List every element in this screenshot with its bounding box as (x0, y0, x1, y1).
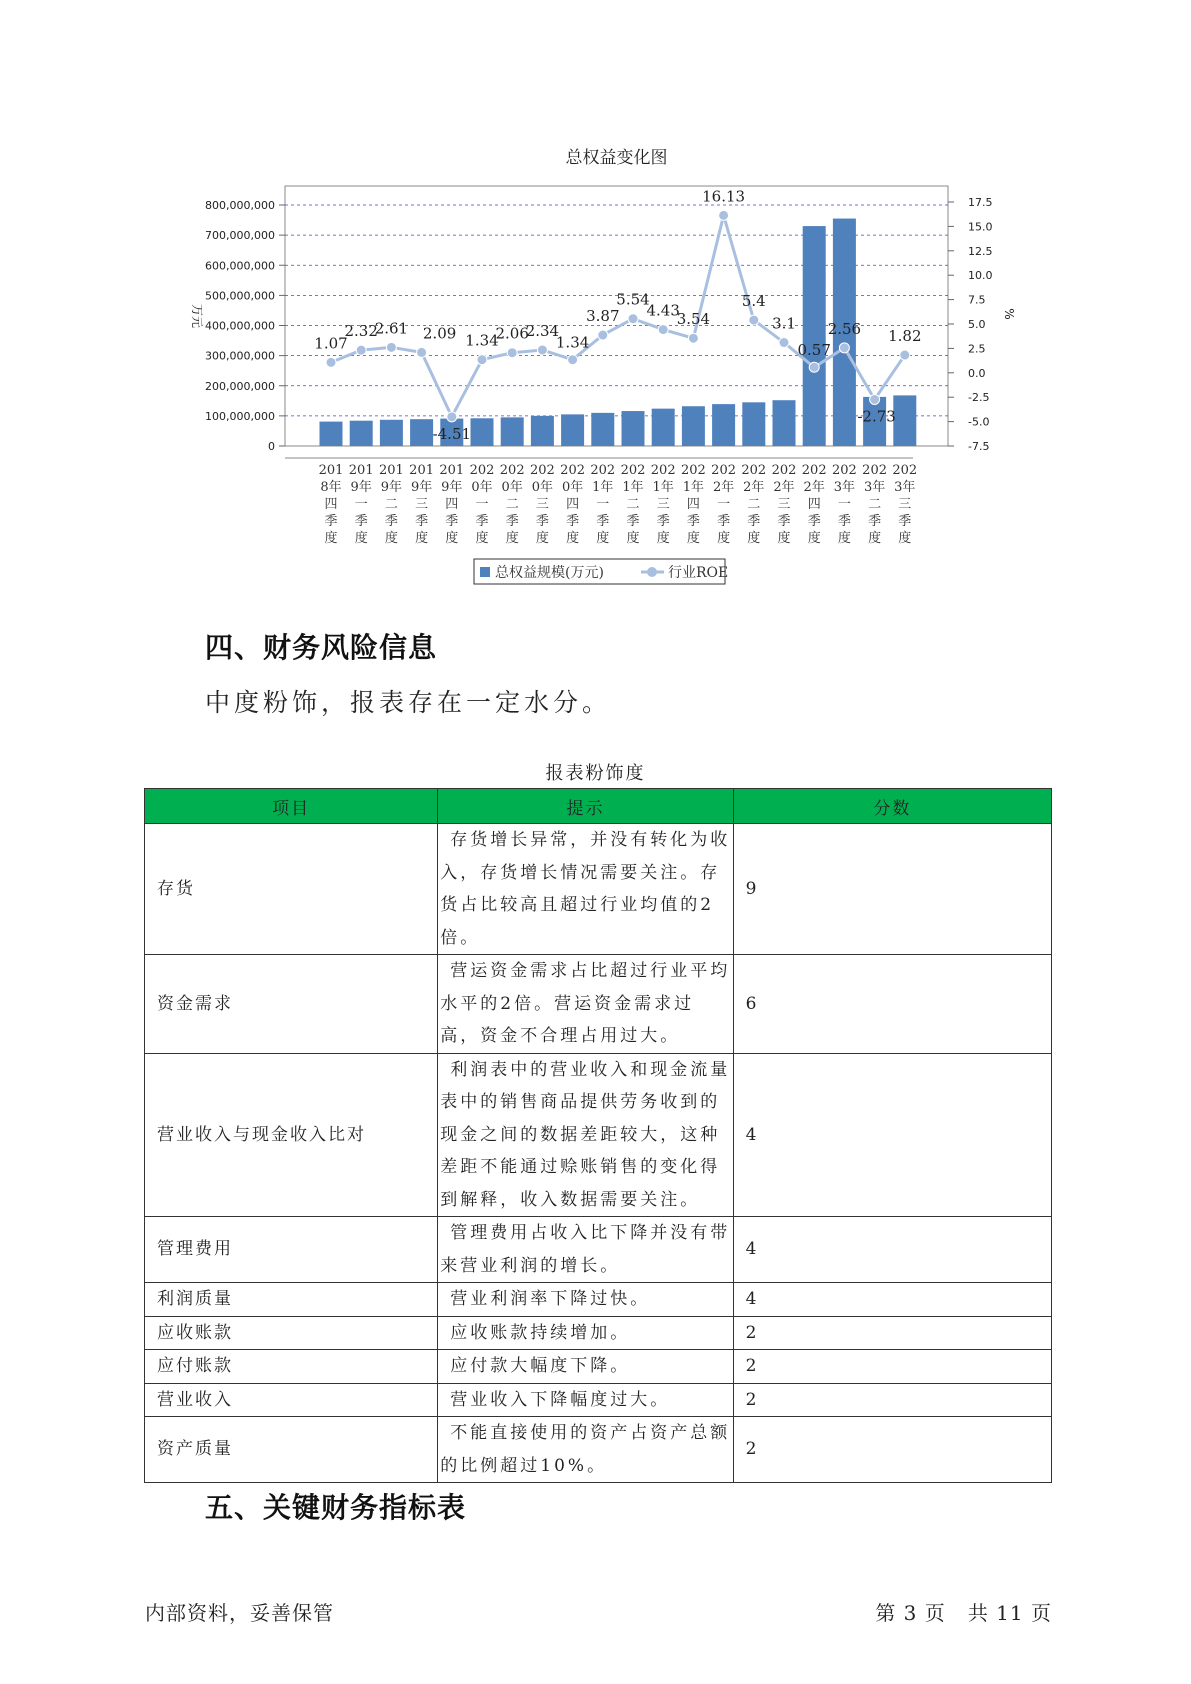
x-tick-label: 202 (741, 463, 767, 478)
x-tick-label: 季 (596, 514, 610, 529)
x-tick-label: 季 (354, 514, 368, 529)
table-row (145, 1053, 1052, 1217)
x-tick-label: 二 (626, 497, 640, 512)
section-heading-key-indicators: 五、关键财务指标表 (205, 1491, 467, 1524)
roe-data-label: 5.4 (741, 292, 766, 311)
roe-point (628, 314, 638, 324)
y-tick-label: 800,000,000 (205, 199, 275, 212)
roe-point (688, 333, 698, 343)
bar (531, 416, 554, 446)
whitewash-table (144, 788, 1052, 1483)
x-tick-label: 度 (596, 531, 610, 546)
row-score: 2 (733, 1350, 1051, 1384)
section-heading-financial-risk: 四、财务风险信息 (205, 631, 438, 664)
y-axis-label: 万元 (190, 303, 204, 329)
y2-tick-label: 15.0 (968, 220, 993, 234)
roe-point (326, 357, 336, 367)
equity-chart-svg (0, 0, 1191, 600)
x-tick-label: 3年 (894, 480, 916, 495)
x-tick-label: 度 (535, 531, 549, 546)
x-tick-label: 四 (686, 497, 700, 512)
x-tick-label: 8年 (320, 480, 342, 495)
x-tick-label: 四 (807, 497, 821, 512)
roe-data-label: 1.34 (555, 333, 590, 352)
x-tick-label: 度 (475, 531, 489, 546)
roe-data-label: 5.54 (616, 290, 650, 309)
y2-tick-label: 0.0 (968, 366, 986, 380)
x-tick-label: 季 (415, 514, 429, 529)
bar (712, 404, 735, 446)
table-row (145, 1283, 1052, 1317)
row-tip: 应付款大幅度下降。 (438, 1350, 733, 1384)
legend-bar-swatch (480, 567, 490, 577)
roe-point (900, 350, 910, 360)
row-tip: 利润表中的营业收入和现金流量表中的销售商品提供劳务收到的现金之间的数据差距较大，这种差距不能通过赊账销售的变化得到解释，收入数据需要关注。 (438, 1053, 733, 1217)
roe-data-label: 2.56 (827, 319, 862, 338)
risk-summary-text: 中度粉饰，报表存在一定水分。 (205, 688, 612, 717)
x-tick-label: 度 (415, 531, 429, 546)
x-tick-label: 9年 (441, 480, 463, 495)
x-tick-label: 季 (535, 514, 549, 529)
roe-point (870, 394, 880, 404)
x-tick-label: 四 (566, 497, 580, 512)
roe-point (477, 355, 487, 365)
x-tick-label: 3年 (833, 480, 856, 495)
row-tip: 存货增长异常，并没有转化为收入，存货增长情况需要关注。存货占比较高且超过行业均值的2倍。 (438, 824, 733, 955)
table-header-row (145, 789, 1052, 824)
legend-line-marker (647, 567, 657, 577)
row-tip: 营业收入下降幅度过大。 (438, 1383, 733, 1417)
x-tick-label: 季 (324, 514, 338, 529)
footer-page-number: 第 3 页 共 11 页 (875, 1601, 1052, 1625)
x-tick-label: 9年 (380, 480, 403, 495)
x-tick-label: 202 (499, 463, 525, 478)
bar (682, 406, 705, 446)
y2-tick-label: 10.0 (968, 269, 993, 283)
bar (410, 419, 433, 446)
x-tick-label: 三 (898, 497, 912, 512)
row-item: 管理费用 (145, 1217, 438, 1283)
row-item: 利润质量 (145, 1283, 438, 1317)
x-tick-label: 202 (680, 463, 706, 478)
x-tick-label: 度 (354, 531, 368, 546)
roe-data-label: 3.1 (772, 314, 796, 333)
x-tick-label: 季 (384, 514, 398, 529)
x-tick-label: 0年 (471, 480, 493, 495)
bar (591, 413, 614, 446)
y2-tick-label: -5.0 (968, 415, 990, 429)
x-tick-label: 季 (505, 514, 519, 529)
x-tick-label: 季 (837, 514, 851, 529)
x-tick-label: 2年 (743, 480, 765, 495)
x-tick-label: 度 (445, 531, 459, 546)
roe-point (447, 412, 457, 422)
roe-point (417, 347, 427, 357)
roe-point (839, 343, 849, 353)
x-tick-label: 1年 (592, 480, 614, 495)
x-tick-label: 季 (656, 514, 670, 529)
roe-point (568, 355, 578, 365)
roe-data-label: 1.34 (465, 331, 499, 350)
y-tick-label: 200,000,000 (205, 379, 275, 393)
table-row (145, 824, 1052, 955)
x-tick-label: 202 (711, 463, 737, 478)
x-tick-label: 度 (898, 531, 912, 546)
x-tick-label: 度 (324, 531, 338, 546)
y-tick-label: 500,000,000 (205, 289, 275, 303)
row-score: 2 (733, 1417, 1051, 1483)
x-tick-label: 2年 (773, 480, 795, 495)
row-item: 营业收入 (145, 1383, 438, 1417)
bar (652, 409, 675, 446)
row-score: 2 (733, 1316, 1051, 1350)
x-tick-label: 度 (837, 531, 851, 546)
x-tick-label: 202 (469, 463, 495, 478)
roe-point (719, 210, 729, 220)
x-tick-label: 度 (566, 531, 580, 546)
row-item: 营业收入与现金收入比对 (145, 1053, 438, 1217)
x-tick-label: 0年 (531, 480, 554, 495)
y2-tick-label: 12.5 (968, 244, 993, 258)
x-tick-label: 202 (862, 463, 888, 478)
bar (622, 411, 645, 446)
roe-data-label: 3.87 (586, 307, 620, 326)
y2-tick-label: -7.5 (968, 440, 990, 453)
y2-tick-label: 2.5 (968, 342, 986, 356)
x-tick-label: 0年 (501, 480, 523, 495)
x-tick-label: 季 (566, 514, 580, 529)
x-tick-label: 202 (650, 463, 676, 478)
x-tick-label: 二 (384, 497, 398, 512)
header-tip: 提示 (438, 789, 733, 824)
bar (350, 421, 373, 446)
x-tick-label: 季 (868, 514, 882, 529)
bar (380, 420, 403, 446)
x-tick-label: 度 (505, 531, 519, 546)
x-tick-label: 季 (717, 514, 731, 529)
roe-point (537, 345, 547, 355)
roe-data-label: 2.09 (422, 324, 457, 343)
x-tick-label: 二 (505, 497, 519, 512)
x-tick-label: 0年 (561, 480, 584, 495)
x-tick-label: 季 (475, 514, 489, 529)
y-tick-label: 0 (268, 440, 275, 453)
table-row (145, 1350, 1052, 1384)
roe-point (386, 342, 396, 352)
roe-data-label: -2.73 (857, 407, 896, 426)
roe-data-label: 2.61 (374, 319, 409, 338)
x-tick-label: 季 (807, 514, 821, 529)
x-tick-label: 三 (415, 497, 429, 512)
x-tick-label: 一 (475, 497, 489, 512)
row-tip: 管理费用占收入比下降并没有带来营业利润的增长。 (438, 1217, 733, 1283)
header-score: 分数 (733, 789, 1051, 824)
table-row (145, 1417, 1052, 1483)
bar (773, 400, 796, 446)
roe-data-label: 3.54 (676, 310, 711, 329)
table-caption: 报表粉饰度 (545, 763, 646, 784)
x-tick-label: 度 (656, 531, 670, 546)
legend-bar-label: 总权益规模(万元) (495, 565, 604, 581)
row-score: 4 (733, 1283, 1051, 1317)
row-item: 资产质量 (145, 1417, 438, 1483)
chart-title: 总权益变化图 (565, 148, 668, 168)
x-tick-label: 二 (747, 497, 761, 512)
y-tick-label: 300,000,000 (205, 349, 275, 363)
roe-data-label: 4.43 (646, 301, 680, 320)
x-tick-label: 202 (590, 463, 616, 478)
y-tick-label: 400,000,000 (205, 319, 275, 333)
x-tick-label: 度 (747, 531, 761, 546)
x-tick-label: 202 (831, 463, 857, 478)
x-tick-label: 9年 (410, 480, 433, 495)
x-tick-label: 1年 (652, 480, 674, 495)
x-tick-label: 四 (445, 497, 459, 512)
row-score: 4 (733, 1053, 1051, 1217)
x-tick-label: 201 (409, 463, 435, 478)
roe-point (356, 345, 366, 355)
x-tick-label: 度 (626, 531, 640, 546)
y-tick-label: 700,000,000 (205, 229, 275, 243)
y2-tick-label: 7.5 (968, 293, 986, 307)
y2-tick-label: -2.5 (968, 391, 990, 405)
footer-confidential: 内部资料，妥善保管 (145, 1601, 334, 1625)
table-row (145, 955, 1052, 1054)
roe-point (658, 325, 668, 335)
y-tick-label: 600,000,000 (205, 259, 275, 273)
bar (501, 417, 524, 446)
roe-data-label: 16.13 (702, 187, 746, 206)
x-tick-label: 1年 (682, 480, 705, 495)
bar (471, 418, 494, 446)
row-item: 应付账款 (145, 1350, 438, 1384)
row-tip: 营业利润率下降过快。 (438, 1283, 733, 1317)
x-tick-label: 度 (777, 531, 791, 546)
x-tick-label: 201 (348, 463, 374, 478)
x-tick-label: 一 (717, 497, 731, 512)
roe-data-label: 2.06 (495, 324, 529, 343)
x-tick-label: 一 (837, 497, 851, 512)
x-tick-label: 季 (747, 514, 761, 529)
x-tick-label: 202 (801, 463, 827, 478)
y2-tick-label: 5.0 (968, 318, 986, 331)
row-tip: 营运资金需求占比超过行业平均水平的2倍。营运资金需求过高，资金不合理占用过大。 (438, 955, 733, 1054)
roe-data-label: 1.07 (314, 334, 348, 353)
bar (742, 402, 765, 446)
roe-point (749, 315, 759, 325)
x-tick-label: 201 (439, 463, 465, 478)
x-tick-label: 季 (445, 514, 459, 529)
y2-tick-label: 17.5 (968, 196, 993, 209)
table-row (145, 1383, 1052, 1417)
x-tick-label: 度 (384, 531, 398, 546)
x-tick-label: 201 (318, 463, 344, 478)
x-tick-label: 2年 (712, 480, 735, 495)
x-tick-label: 202 (560, 463, 586, 478)
roe-point (507, 348, 517, 358)
x-tick-label: 2年 (803, 480, 825, 495)
x-tick-label: 9年 (350, 480, 372, 495)
bar (561, 414, 584, 446)
row-score: 6 (733, 955, 1051, 1054)
roe-data-label: 1.82 (888, 327, 922, 346)
row-item: 存货 (145, 824, 438, 955)
row-score: 2 (733, 1383, 1051, 1417)
bar (803, 226, 826, 446)
x-tick-label: 202 (620, 463, 646, 478)
x-tick-label: 季 (686, 514, 700, 529)
row-item: 应收账款 (145, 1316, 438, 1350)
roe-data-label: 2.34 (525, 321, 560, 340)
row-score: 4 (733, 1217, 1051, 1283)
x-tick-label: 三 (535, 497, 549, 512)
x-tick-label: 1年 (622, 480, 644, 495)
x-tick-label: 度 (717, 531, 731, 546)
roe-point (809, 362, 819, 372)
x-tick-label: 3年 (863, 480, 886, 495)
x-tick-label: 二 (868, 497, 882, 512)
x-tick-label: 三 (777, 497, 791, 512)
equity-chart (0, 0, 1191, 600)
x-tick-label: 季 (898, 514, 912, 529)
row-score: 9 (733, 824, 1051, 955)
roe-data-label: 2.32 (344, 322, 378, 341)
x-tick-label: 季 (626, 514, 640, 529)
row-tip: 应收账款持续增加。 (438, 1316, 733, 1350)
roe-point (779, 338, 789, 348)
table-row (145, 1217, 1052, 1283)
bar (893, 395, 916, 446)
x-tick-label: 度 (807, 531, 821, 546)
x-tick-label: 202 (771, 463, 797, 478)
roe-point (598, 330, 608, 340)
x-tick-label: 度 (868, 531, 882, 546)
x-tick-label: 四 (324, 497, 338, 512)
header-item: 项目 (145, 789, 438, 824)
y2-axis-label: % (1002, 308, 1016, 320)
x-tick-label: 一 (596, 497, 610, 512)
x-tick-label: 202 (529, 463, 555, 478)
x-tick-label: 三 (656, 497, 670, 512)
x-tick-label: 季 (777, 514, 791, 529)
roe-data-label: -4.51 (432, 424, 472, 443)
bar (320, 422, 343, 446)
y-tick-label: 100,000,000 (205, 409, 275, 423)
row-tip: 不能直接使用的资产占资产总额的比例超过10%。 (438, 1417, 733, 1483)
x-tick-label: 202 (892, 463, 918, 478)
legend-line-label: 行业ROE (668, 565, 729, 581)
roe-data-label: 0.57 (797, 341, 831, 360)
x-tick-label: 度 (686, 531, 700, 546)
table-row (145, 1316, 1052, 1350)
x-tick-label: 201 (378, 463, 404, 478)
x-tick-label: 一 (354, 497, 368, 512)
row-item: 资金需求 (145, 955, 438, 1054)
